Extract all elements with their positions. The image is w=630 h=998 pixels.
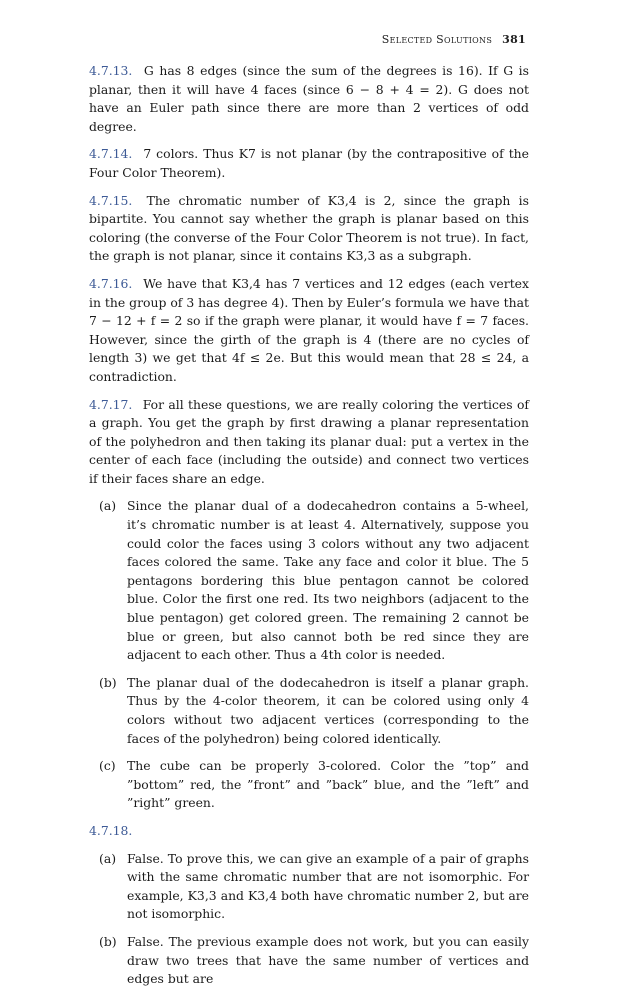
solution-4-7-15 (89, 192, 529, 266)
item-text: Since the planar dual of a dodecahedron contains a 5-wheel, it’s chromatic number is at least 4. Alternatively, suppose you could color the faces using 3 colors without any two adjacent faces colored the same. Take any face and color it blue. The 5 pentagons bordering this blue pentagon cannot be colored blue. Color the first one red. Its two neighbors (adjacent to the blue pentagon) get colored green. The remaining 2 cannot be blue or green, but also cannot both be red since they are adjacent to each other. Thus a 4th color is needed. (127, 498, 529, 663)
item-marker: (a) (99, 850, 117, 866)
list-item (89, 850, 529, 924)
solution-4-7-18 (89, 822, 529, 841)
solution-label: 4.7.13. (89, 63, 133, 78)
solution-4-7-17 (89, 396, 529, 489)
solution-text: 7 colors. Thus K7 is not planar (by the contrapositive of the Four Color Theorem). (89, 146, 529, 180)
item-marker: (b) (99, 933, 117, 949)
solution-4-7-17-parts (89, 497, 529, 813)
list-item (89, 757, 529, 813)
item-text: The cube can be properly 3-colored. Color the ”top” and ”bottom” red, the ”front” and ”back” blue, and the ”left” and ”right” green. (127, 758, 529, 811)
running-header (382, 33, 526, 46)
item-text: False. To prove this, we can give an example of a pair of graphs with the same chromatic number that are not isomorphic. For example, K3,3 and K3,4 both have chromatic number 2, but are not isomorphic. (127, 850, 529, 922)
item-marker: (c) (99, 758, 116, 774)
page-number: 381 (502, 33, 526, 46)
solution-text: We have that K3,4 has 7 vertices and 12 edges (each vertex in the group of 3 has degree 4). Then by Euler’s formula we have that 7 − 12 + f = 2 so if the graph were planar, it would have f = 7 faces. However, since the girth of the graph is 4 (there are no cycles of length 3) we get that 4f ≤ 2e. But this would mean that 28 ≤ 24, a contradiction. (89, 275, 529, 384)
solution-4-7-13 (89, 62, 529, 136)
list-item (89, 497, 529, 664)
solution-4-7-18-parts (89, 850, 529, 989)
solution-label: 4.7.17. (89, 396, 133, 412)
solution-label: 4.7.18. (89, 822, 133, 838)
item-text: The planar dual of the dodecahedron is itself a planar graph. Thus by the 4-color theorem, it can be colored using only 4 colors without two adjacent vertices (corresponding to the faces of the polyhedron) being colored identically. (127, 674, 529, 746)
solution-text: G has 8 edges (since the sum of the degrees is 16). If G is planar, then it will have 4 faces (since 6 − 8 + 4 = 2). G does not have an Euler path since there are more than 2 vertices of odd degree. (89, 63, 529, 134)
solutions-list (89, 62, 529, 998)
solution-text: For all these questions, we are really coloring the vertices of a graph. You get the graph by first drawing a planar representation of the polyhedron and then taking its planar dual: put a vertex in the center of each face (including the outside) and connect two vertices if their faces share an edge. (89, 396, 529, 486)
solution-label: 4.7.16. (89, 275, 133, 291)
item-marker: (b) (99, 674, 117, 690)
solution-label: 4.7.14. (89, 146, 133, 162)
solution-4-7-16 (89, 275, 529, 387)
item-marker: (a) (99, 498, 117, 514)
list-item (89, 933, 529, 989)
solution-label: 4.7.15. (89, 192, 133, 208)
list-item (89, 674, 529, 748)
solution-text: The chromatic number of K3,4 is 2, since the graph is bipartite. You cannot say whether the graph is planar based on this coloring (the converse of the Four Color Theorem is not true). In fact, the graph is not planar, since it contains K3,3 as a subgraph. (89, 192, 529, 264)
solution-4-7-14 (89, 145, 529, 182)
running-title: Selected Solutions (381, 33, 493, 46)
item-text: False. The previous example does not work, but you can easily draw two trees that have the same number of vertices and edges but are (127, 933, 529, 987)
